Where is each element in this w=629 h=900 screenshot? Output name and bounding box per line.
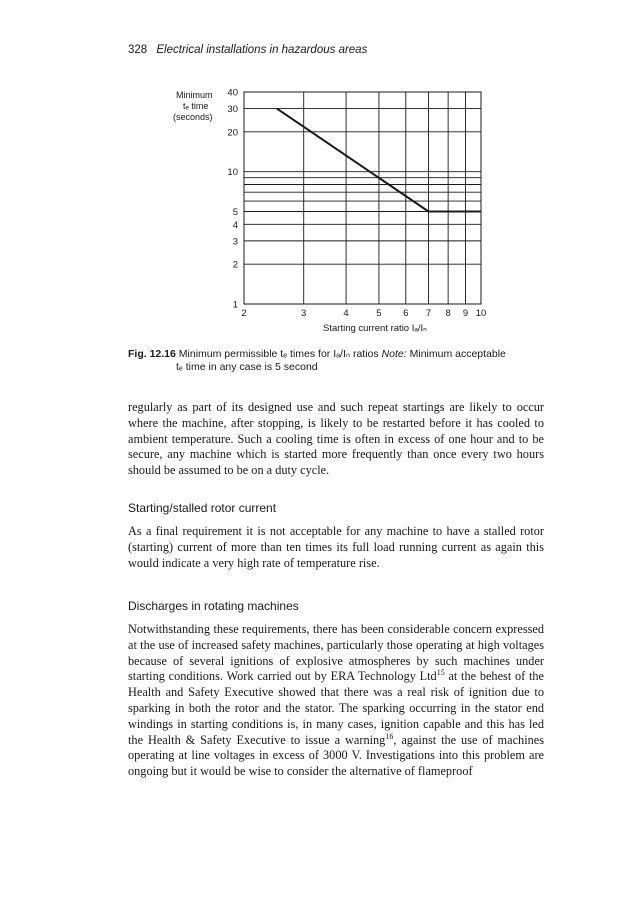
x-tick-label-8: 8 xyxy=(445,308,451,319)
y-tick-label-3: 3 xyxy=(232,236,238,248)
page-number: 328 xyxy=(128,44,148,56)
paragraph-text: As a final requirement it is not acceptable for any machine to have a stalled rotor (starting) current of more than ten times its full load running current as again this would indicate a very high rate of temperature rise. xyxy=(128,524,544,570)
paragraph-text-part-c: , against the use of machines operating at line voltages in excess of 3000 V. Investigations into this problem are ongoing but it would be wise to consider the alternative of flameproof xyxy=(128,732,544,779)
chart-grid xyxy=(244,92,481,304)
x-tick-label-2: 2 xyxy=(241,308,247,319)
x-tick-label-4: 4 xyxy=(343,308,349,319)
y-tick-label-40: 40 xyxy=(227,87,238,99)
section-heading-starting-current: Starting/stalled rotor current xyxy=(128,501,277,515)
paragraph-text-part-a: Notwithstanding these requirements, there has been considerable concern expressed at the use of increased safety machines, particularly those operating at high voltages because of several ignitions of explosive atmospheres by such machines under starting conditions. Work carried out by ERA Technology Ltd xyxy=(128,622,544,684)
y-tick-label-4: 4 xyxy=(232,219,238,231)
chart-svg xyxy=(0,0,629,345)
section-heading-discharges: Discharges in rotating machines xyxy=(128,599,299,613)
caption-note-continuation: tₑ time in any case is 5 second xyxy=(176,361,318,373)
caption-text: Minimum permissible tₑ times for Iₐ/Iₙ ratios xyxy=(178,348,379,360)
paragraph-text-part-b: at the behest of the Health and Safety Executive showed that there was a real risk of ignition due to sparking in both the rotor and the stator. The sparking occurring in the stator end windings in starting conditions is, in many cases, ignition capable and this has led the Health & Safety Executive to issue a warning xyxy=(128,669,544,747)
y-axis-label-line-3: (seconds) xyxy=(173,112,213,122)
y-axis-label-line-2: tₑ time xyxy=(183,101,209,111)
x-tick-labels xyxy=(241,308,486,319)
running-title: Electrical installations in hazardous areas xyxy=(156,44,368,56)
x-tick-label-7: 7 xyxy=(425,308,432,319)
caption-note-label: Note: xyxy=(381,348,407,360)
y-axis-label-line-1: Minimum xyxy=(176,90,213,100)
body-paragraph-1 xyxy=(128,400,544,479)
body-paragraph-2 xyxy=(128,524,544,571)
figure-chart xyxy=(0,0,629,350)
figure-number: Fig. 12.16 xyxy=(128,348,176,360)
x-tick-label-5: 5 xyxy=(376,308,382,319)
y-tick-labels xyxy=(227,88,238,311)
reference-15: 15 xyxy=(436,668,445,678)
body-paragraph-3 xyxy=(128,622,544,780)
x-tick-label-10: 10 xyxy=(475,308,487,319)
y-tick-label-1: 1 xyxy=(232,299,238,311)
x-axis-label: Starting current ratio Iₐ/Iₙ xyxy=(323,323,427,334)
y-axis-label xyxy=(173,90,213,122)
plot-frame xyxy=(244,92,481,304)
paragraph-text: regularly as part of its designed use and such repeat startings are likely to occur where the machine, after stopping, is likely to be restarted before it has cooled to ambient temperature. Such a cooling time is often in excess of one hour and to be secure, any machine which is started more frequently than once every two hours should be assumed to be on a duty cycle. xyxy=(128,400,544,478)
y-tick-label-10: 10 xyxy=(227,167,238,179)
y-tick-label-2: 2 xyxy=(232,259,238,271)
paragraph-text xyxy=(128,622,544,780)
figure-caption xyxy=(128,348,548,374)
y-tick-label-30: 30 xyxy=(227,104,238,116)
reference-16: 16 xyxy=(385,731,394,741)
x-tick-label-3: 3 xyxy=(301,308,307,319)
y-tick-label-5: 5 xyxy=(232,207,238,219)
x-tick-label-6: 6 xyxy=(403,308,409,319)
caption-note-text: Minimum acceptable xyxy=(409,348,506,360)
y-tick-label-20: 20 xyxy=(227,127,238,139)
x-tick-label-9: 9 xyxy=(462,308,469,319)
